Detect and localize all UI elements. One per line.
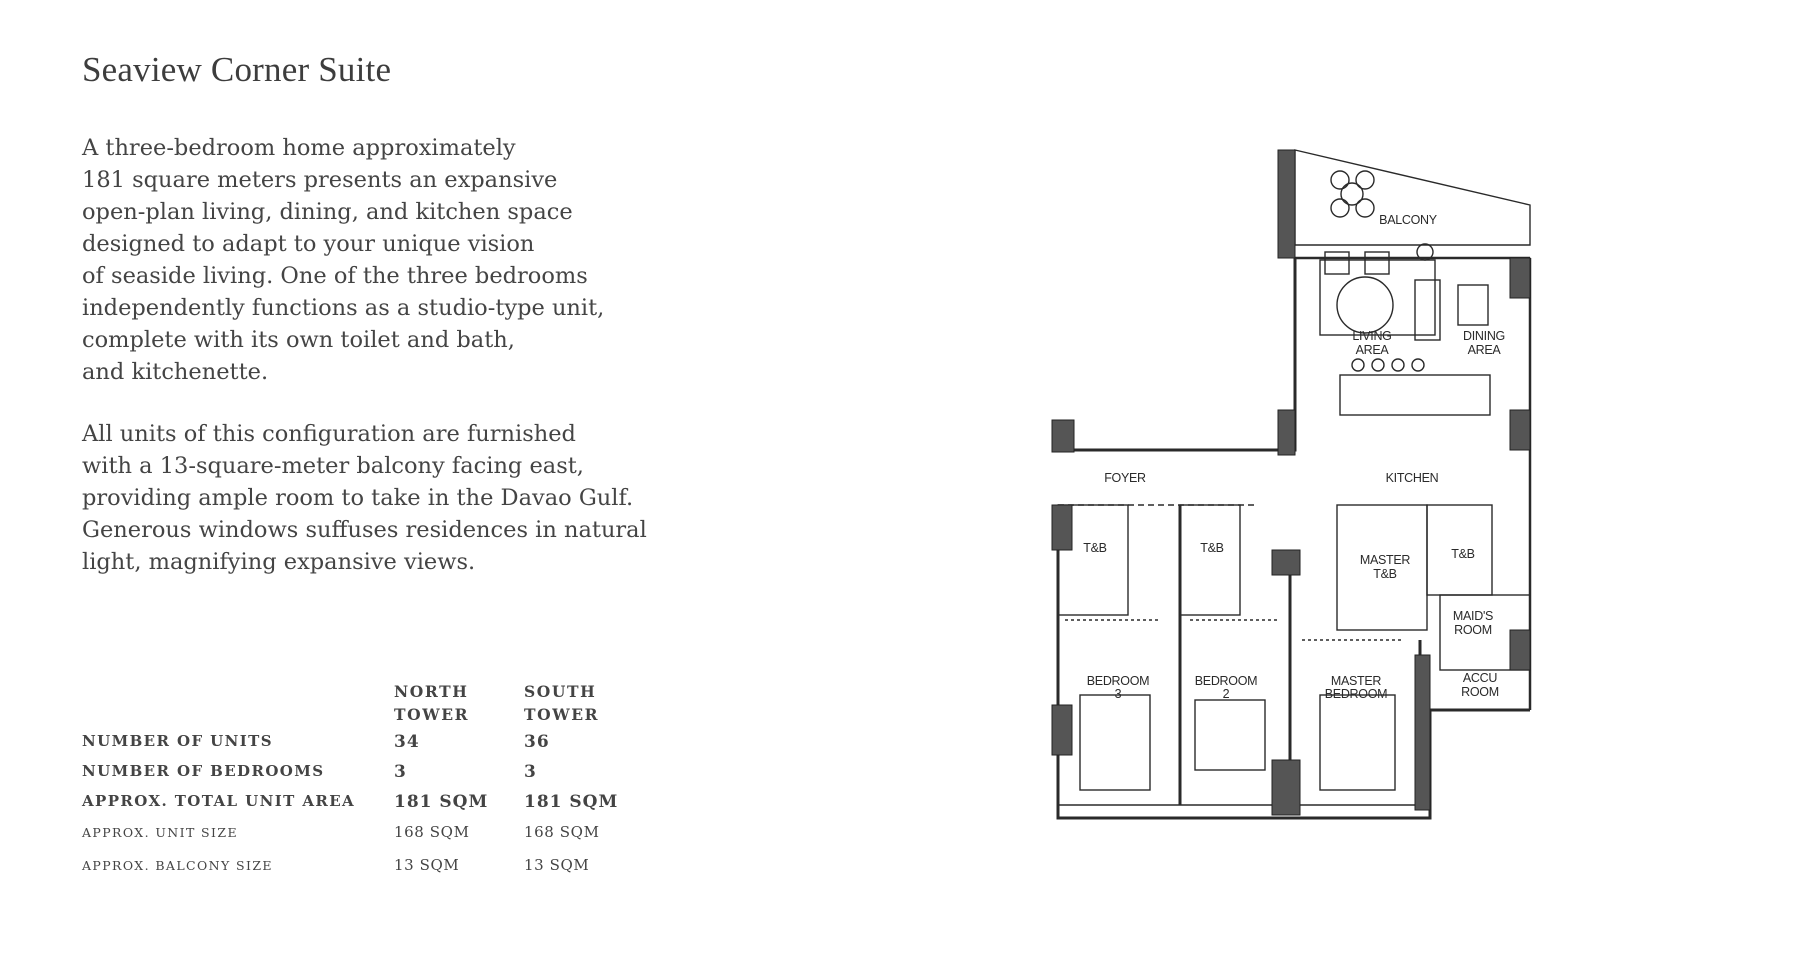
label-living-2: AREA — [1355, 343, 1389, 357]
north-value: 13 SQM — [394, 856, 460, 874]
balcony-chair — [1331, 171, 1349, 189]
kitchen-island — [1340, 375, 1490, 415]
description-line: and kitchenette. — [82, 359, 269, 385]
column — [1052, 705, 1072, 755]
description-line: open-plan living, dining, and kitchen space — [82, 199, 573, 225]
balcony-table — [1341, 183, 1363, 205]
description-line: Generous windows suffuses residences in natural — [82, 517, 647, 543]
balcony-chair — [1356, 171, 1374, 189]
north-tower-header — [394, 680, 524, 732]
label-master-tb-2: T&B — [1373, 567, 1397, 581]
label-tb-3: T&B — [1451, 547, 1475, 561]
stool — [1392, 359, 1404, 371]
table-row — [82, 822, 664, 855]
label-bedroom2-1: BEDROOM — [1194, 674, 1258, 688]
floor-plan-diagram — [1040, 140, 1540, 820]
description-line: of seaside living. One of the three bedrooms — [82, 263, 588, 289]
specs-header-empty — [82, 680, 394, 732]
column — [1510, 258, 1530, 298]
bed-bedroom-2 — [1195, 700, 1265, 770]
north-value: 34 — [394, 732, 420, 752]
label-bedroom3-1: BEDROOM — [1086, 674, 1150, 688]
description-line: 181 square meters presents an expansive — [82, 167, 558, 193]
living-rug — [1320, 260, 1435, 335]
south-value: 36 — [524, 732, 550, 752]
balcony-chair — [1331, 199, 1349, 217]
south-value: 181 SQM — [524, 792, 619, 812]
south-value: 168 SQM — [524, 823, 600, 841]
table-row — [82, 855, 664, 888]
south-header-line2: TOWER — [524, 705, 600, 724]
label-master-tb-1: MASTER — [1359, 553, 1411, 567]
coffee-table — [1337, 277, 1393, 333]
table-row — [82, 792, 664, 822]
stool — [1372, 359, 1384, 371]
page-title: Seaview Corner Suite — [82, 50, 392, 89]
dining-table — [1458, 285, 1488, 325]
row-label: APPROX. TOTAL UNIT AREA — [82, 792, 356, 810]
label-dining-2: AREA — [1467, 343, 1501, 357]
label-tb-2: T&B — [1200, 541, 1224, 555]
column — [1278, 410, 1295, 455]
bed-bedroom-3 — [1080, 695, 1150, 790]
label-dining-1: DINING — [1463, 329, 1505, 343]
label-bedroom2-2: 2 — [1222, 687, 1230, 701]
north-header-line1: NORTH — [394, 682, 469, 701]
balcony-chair — [1356, 199, 1374, 217]
label-living-1: LIVING — [1352, 329, 1392, 343]
column — [1272, 550, 1300, 575]
label-foyer: FOYER — [1104, 471, 1146, 485]
south-value: 3 — [524, 762, 537, 782]
balcony-outline — [1295, 150, 1530, 245]
bed-master-bedroom — [1320, 695, 1395, 790]
column — [1052, 420, 1074, 452]
label-maids-1: MAID'S — [1452, 609, 1494, 623]
column — [1278, 150, 1295, 258]
column — [1510, 410, 1530, 450]
specs-table — [82, 680, 664, 888]
sofa — [1415, 280, 1440, 340]
stool — [1412, 359, 1424, 371]
description-paragraph-1 — [82, 132, 702, 388]
table-row — [82, 732, 664, 762]
description-line: complete with its own toilet and bath, — [82, 327, 515, 353]
label-bedroom3-2: 3 — [1114, 687, 1122, 701]
row-label: NUMBER OF UNITS — [82, 732, 273, 750]
description-line: independently functions as a studio-type unit, — [82, 295, 605, 321]
label-maids-2: ROOM — [1454, 623, 1492, 637]
label-kitchen: KITCHEN — [1385, 471, 1439, 485]
description-line: designed to adapt to your unique vision — [82, 231, 535, 257]
specs-header-row — [82, 680, 664, 732]
tb-2-outline — [1180, 505, 1240, 615]
north-value: 3 — [394, 762, 407, 782]
living-west-wall — [1058, 258, 1295, 450]
north-header-line2: TOWER — [394, 705, 470, 724]
description-line: All units of this configuration are furnished — [82, 421, 576, 447]
description-line: light, magnifying expansive views. — [82, 549, 476, 575]
label-tb-1: T&B — [1083, 541, 1107, 555]
label-accu-2: ROOM — [1461, 685, 1499, 699]
south-header-line1: SOUTH — [524, 682, 597, 701]
label-balcony: BALCONY — [1379, 213, 1437, 227]
row-label: APPROX. UNIT SIZE — [82, 825, 238, 840]
armchair — [1365, 252, 1389, 274]
north-value: 181 SQM — [394, 792, 489, 812]
row-label: APPROX. BALCONY SIZE — [82, 858, 273, 873]
column — [1510, 630, 1530, 670]
armchair — [1325, 252, 1349, 274]
label-accu-1: ACCU — [1462, 671, 1498, 685]
label-master-bedroom-1: MASTER — [1330, 674, 1382, 688]
south-value: 13 SQM — [524, 856, 590, 874]
row-label: NUMBER OF BEDROOMS — [82, 762, 325, 780]
description-paragraph-2 — [82, 418, 702, 578]
description-line: A three-bedroom home approximately — [82, 135, 516, 161]
south-tower-header — [524, 680, 664, 732]
column — [1272, 760, 1300, 815]
description-line: providing ample room to take in the Davao Gulf. — [82, 485, 634, 511]
label-master-bedroom-2: BEDROOM — [1324, 687, 1388, 701]
stool — [1352, 359, 1364, 371]
description-line: with a 13-square-meter balcony facing east, — [82, 453, 584, 479]
column — [1415, 655, 1430, 810]
column — [1052, 505, 1072, 550]
table-row — [82, 762, 664, 792]
north-value: 168 SQM — [394, 823, 470, 841]
